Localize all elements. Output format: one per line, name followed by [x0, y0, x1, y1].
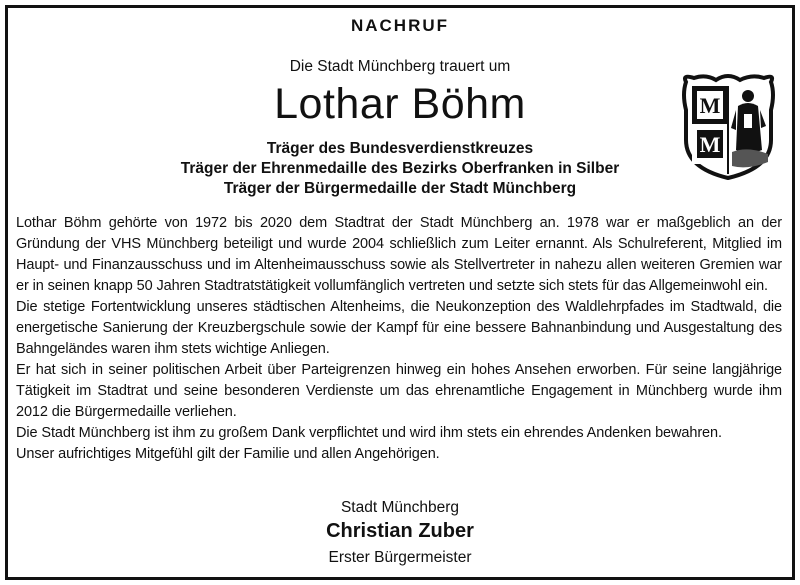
body-paragraph: Die stetige Fortentwicklung unseres städtischen Altenheims, die Neukonzeption des Waldlehrpfades im Stadtwald, die energetische Sanierung der Kreuzbergschule sowie der Kampf für eine bessere Bahnanbindung und Ausgestaltung des Bahngeländes waren ihm stets wichtige Anliegen.: [16, 299, 782, 357]
crest-letter-top: M: [699, 93, 721, 118]
body-paragraph: Die Stadt Münchberg ist ihm zu großem Dank verpflichtet und wird ihm stets ein ehrendes Andenken bewahren.: [16, 425, 722, 441]
body-paragraph: Lothar Böhm gehörte von 1972 bis 2020 dem Stadtrat der Stadt Münchberg an. 1978 war er maßgeblich an der Gründung der VHS Münchberg beteiligt und wurde 2004 schließlich zum Leiter ernannt. Als Schulreferent, Mitglied im Haupt- und Finanzausschuss und im Altenheimausschuss sowie als Stellvertreter in nahezu allen weiteren Gremien war er in seinen knapp 50 Jahren Stadtratstätigkeit vollumfänglich vertreten und setzte sich stets für das Allgemeinwohl ein.: [16, 215, 782, 294]
honor-item: Träger des Bundesverdienstkreuzes: [266, 140, 534, 157]
honor-item: Träger der Bürgermedaille der Stadt Münchberg: [223, 180, 577, 197]
signature-organization: Stadt Münchberg: [340, 499, 460, 516]
notice-heading: NACHRUF: [350, 16, 450, 35]
honor-item: Träger der Ehrenmedaille des Bezirks Oberfranken in Silber: [180, 160, 620, 177]
body-paragraph: Er hat sich in seiner politischen Arbeit über Parteigrenzen hinweg ein hohes Ansehen erworben. Für seine langjährige Tätigkeit im Stadtrat und seine besonderen Verdienste um das ehrenamtliche Engagement in Münchberg wurde ihm 2012 die Bürgermedaille verliehen.: [16, 362, 782, 420]
deceased-name: Lothar Böhm: [274, 80, 526, 128]
obituary-body: [16, 213, 782, 465]
crest-letter-bottom: M: [699, 132, 721, 157]
signature-name: Christian Zuber: [326, 520, 474, 542]
intro-line: Die Stadt Münchberg trauert um: [289, 58, 511, 75]
body-paragraph: Unser aufrichtiges Mitgefühl gilt der Familie und allen Angehörigen.: [16, 446, 440, 462]
coat-of-arms-icon: [676, 70, 781, 180]
signature-title: Erster Bürgermeister: [328, 549, 472, 566]
